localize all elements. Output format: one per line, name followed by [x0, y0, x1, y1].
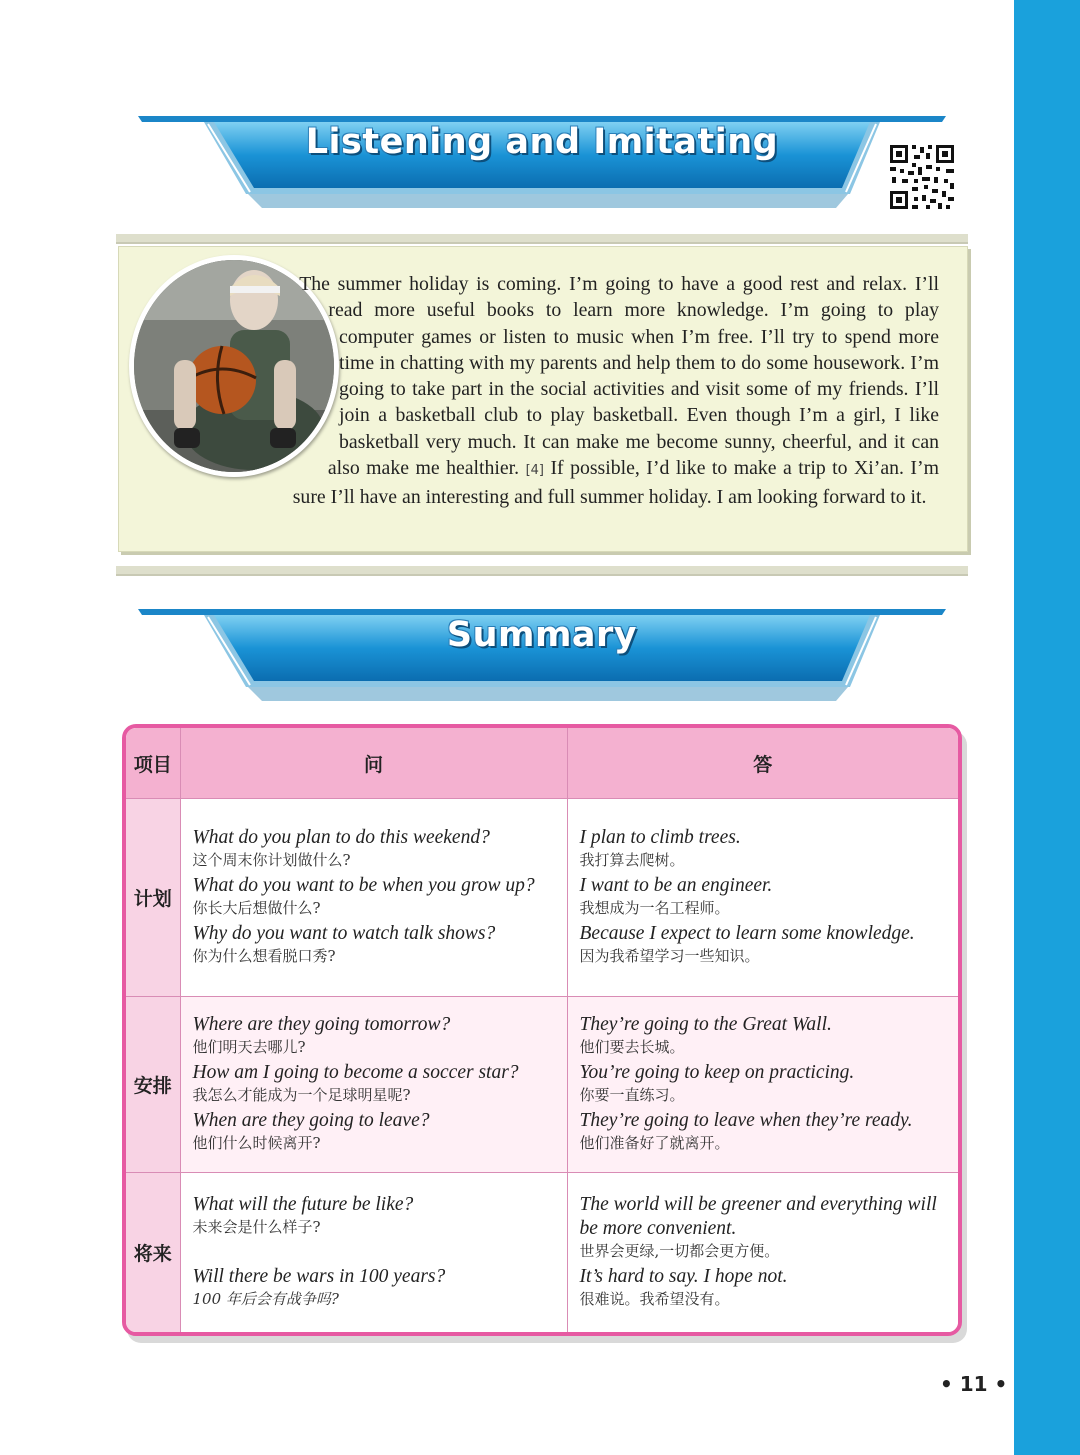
answer-cell: I plan to climb trees. 我打算去爬树。 I want to be an engineer. 我想成为一名工程师。 Because I expect to learn some knowledge. 因为我希望学习一些知识。 [567, 799, 958, 997]
row-category: 将来 [126, 1173, 180, 1333]
section-banner-listening [138, 112, 946, 212]
section-banner-summary [138, 605, 946, 705]
panel-bottom-rule [116, 566, 968, 576]
table-row [126, 997, 958, 1173]
header-question: 问 [180, 728, 567, 799]
section-title: Summary [446, 615, 638, 655]
row-category: 安排 [126, 997, 180, 1173]
table-header-row [126, 728, 958, 799]
question-cell: Where are they going tomorrow? 他们明天去哪儿? How am I going to become a soccer star? 我怎么才能成为一个足球明星呢? When are they going to leave? 他们什么时候离开? [180, 997, 567, 1173]
summary-table-frame [122, 724, 962, 1336]
passage-text: The summer holiday is coming. I’m going to have a good rest and relax. I’ll read more useful books to learn more knowledge. I’m going to play computer games or listen to music when I’m free. I’ll try to spend more time in chatting with my parents and help them to do some housework. I’m going to take part in the social activities and visit some of my friends. I’ll join a basketball club to play basketball. Even though I’m a girl, I like basketball very much. It can make me become sunny, cheerful, and it can also make me healthier. [4] If possible, I’d like to make a trip to Xi’an. I’m sure I’ll have an interesting and full summer holiday. I am looking forward to it. [292, 273, 939, 509]
qr-code-icon [888, 143, 956, 211]
question-cell: What will the future be like? 未来会是什么样子? Will there be wars in 100 years? 100 年后会有战争吗? [180, 1173, 567, 1333]
table-row [126, 799, 958, 997]
table-row [126, 1173, 958, 1333]
question-cell: What do you plan to do this weekend? 这个周末你计划做什么? What do you want to be when you grow up? 你长大后想做什么? Why do you want to watch talk shows? 你为什么想看脱口秀? [180, 799, 567, 997]
row-category: 计划 [126, 799, 180, 997]
page-number: • 11 • [940, 1372, 1008, 1396]
answer-cell: They’re going to the Great Wall. 他们要去长城。 You’re going to keep on practicing. 你要一直练习。 They’re going to leave when they’re ready. 他们准备好了就离开。 [567, 997, 958, 1173]
header-category: 项目 [126, 728, 180, 799]
header-answer: 答 [567, 728, 958, 799]
side-color-bar [1014, 0, 1080, 1455]
summary-table [126, 728, 958, 1332]
reading-passage-panel [118, 246, 968, 552]
panel-top-rule [116, 234, 968, 244]
answer-cell: The world will be greener and everything will be more convenient. 世界会更绿,一切都会更方便。 It’s hard to say. I hope not. 很难说。我希望没有。 [567, 1173, 958, 1333]
section-title: Listening and Imitating [305, 122, 779, 162]
audio-marker: [4] [525, 463, 544, 479]
